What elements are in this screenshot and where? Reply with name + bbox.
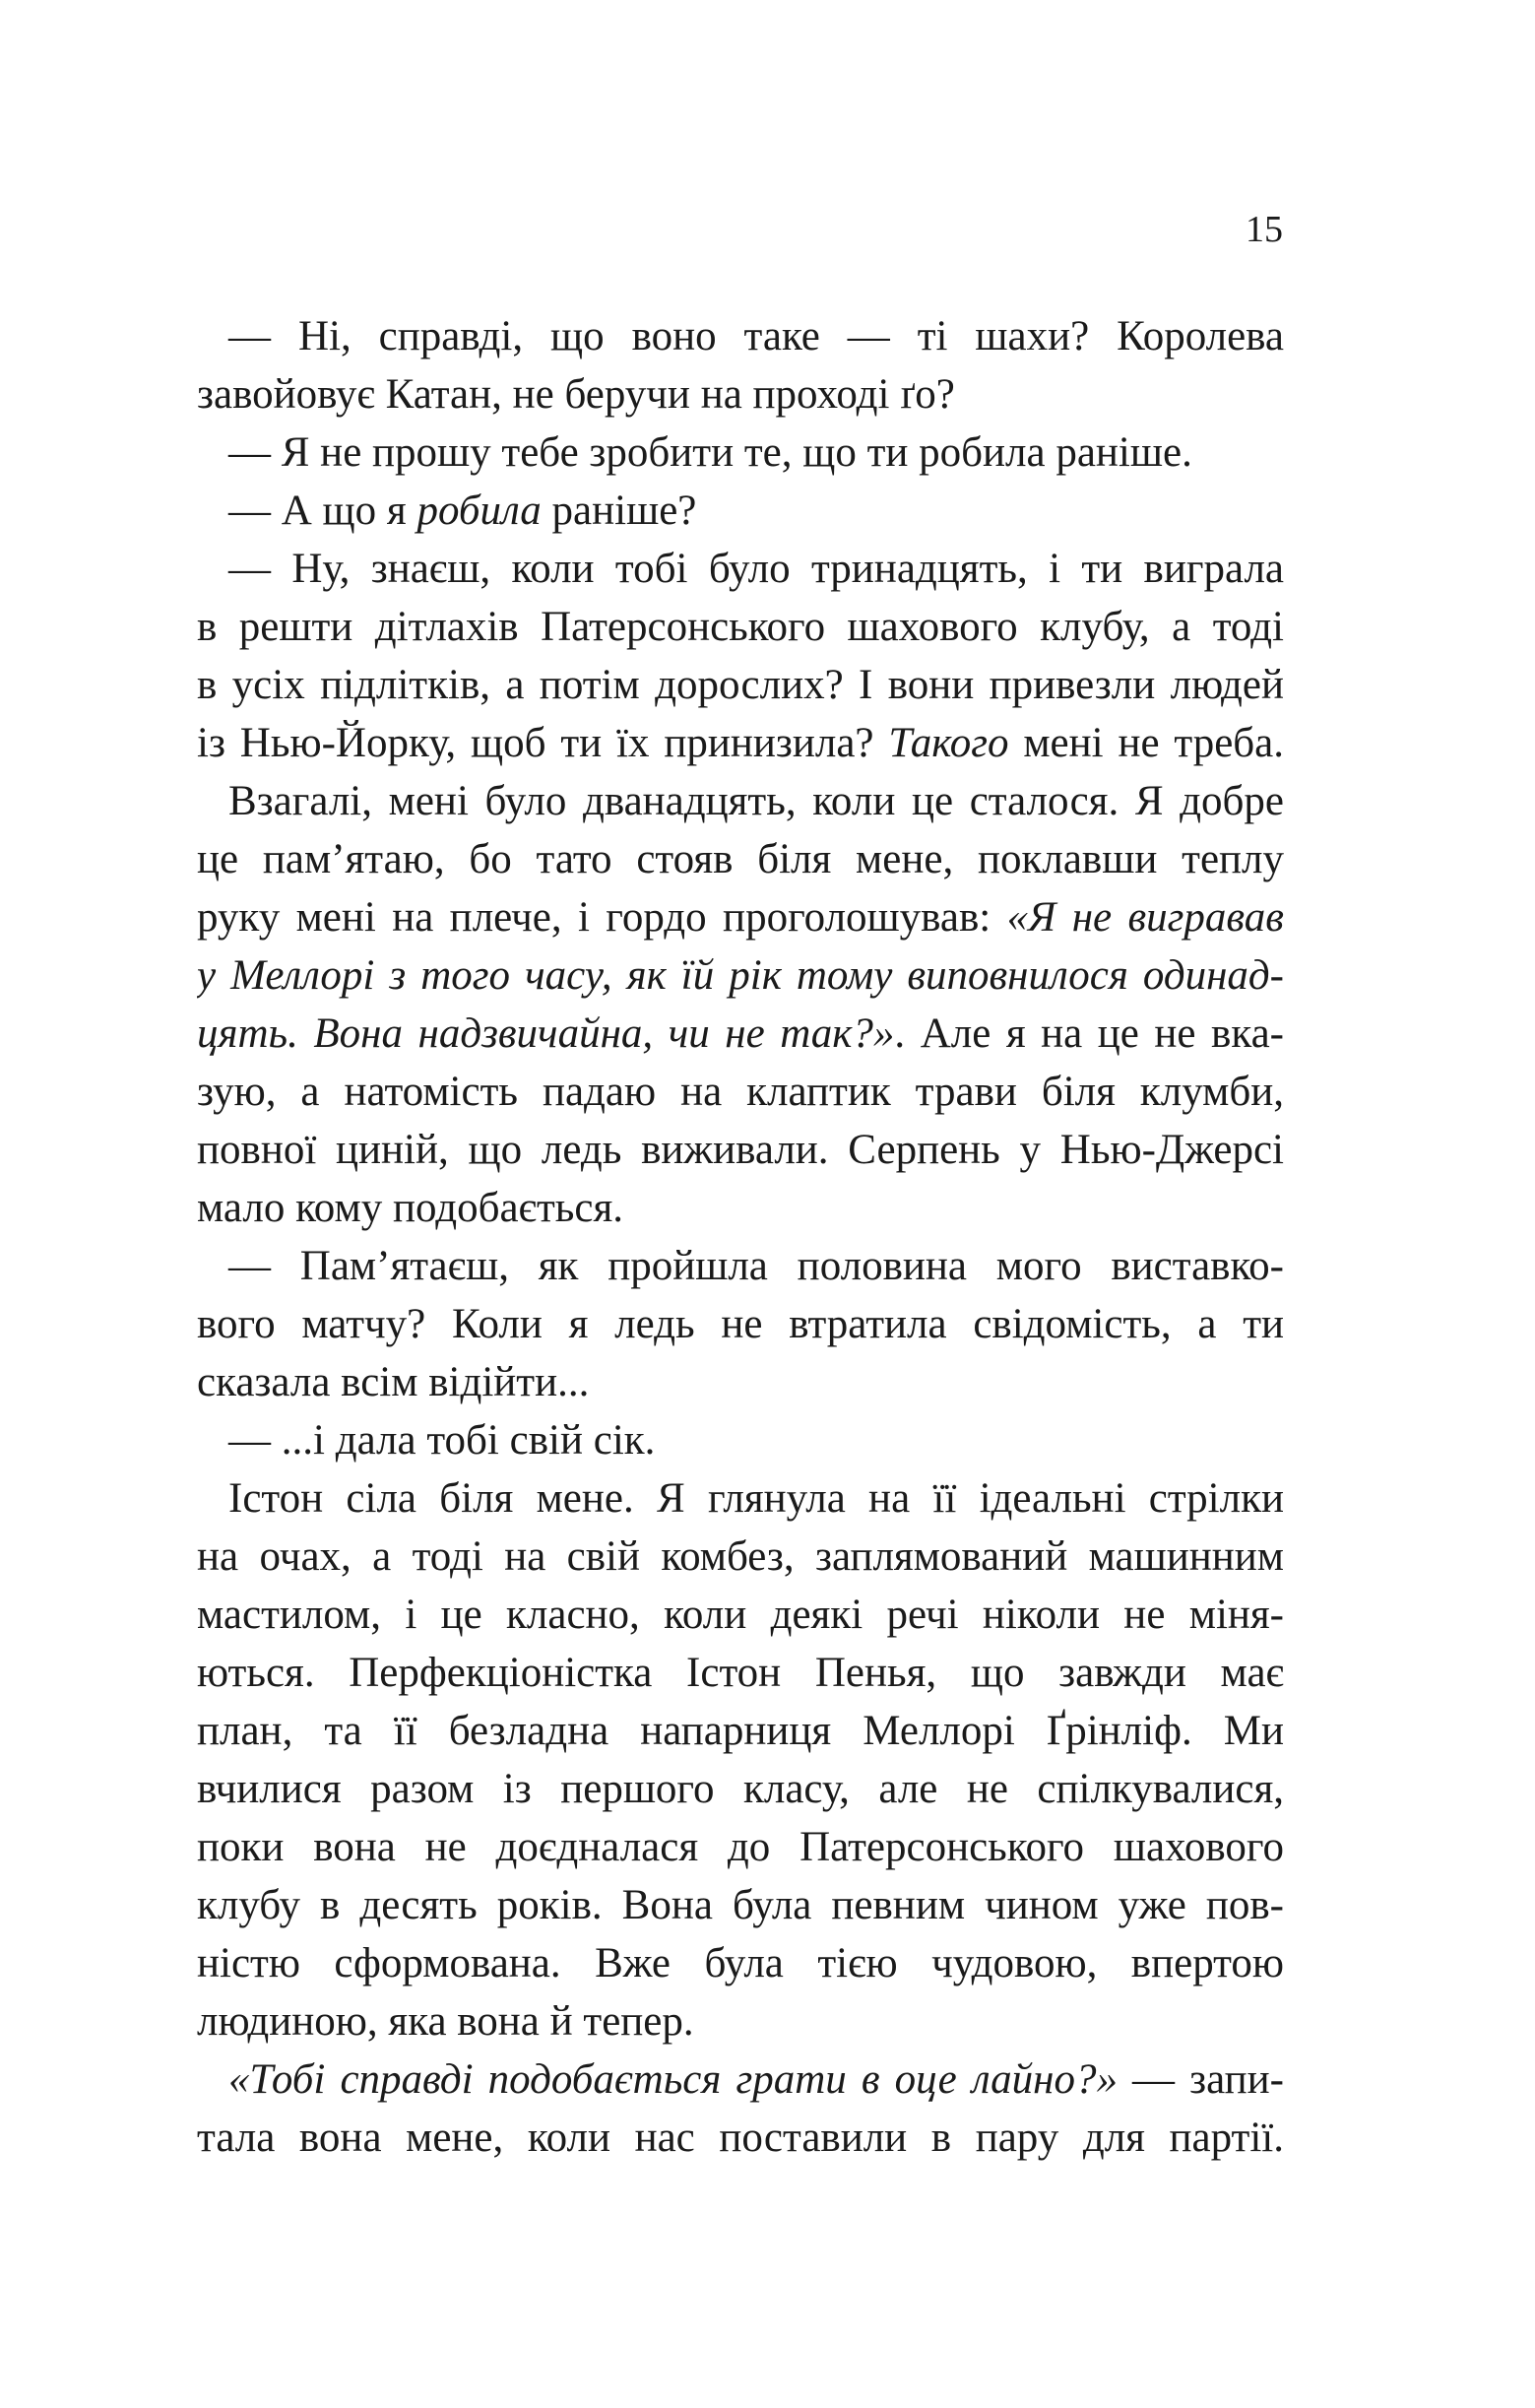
italic-text: у Меллорі з того часу, як їй рік тому виповнилося одинад- xyxy=(197,952,1284,999)
text-segment: повної циній, що ледь виживали. Серпень у Нью-Джерсі xyxy=(197,1127,1284,1173)
text-segment: в решти дітлахів Патерсонського шахового клубу, а тоді xyxy=(197,604,1284,650)
text-segment: . Але я на це не вка- xyxy=(894,1010,1284,1057)
body-text xyxy=(197,307,1284,2167)
text-segment: завойовує Катан, не беручи на проході ґо? xyxy=(197,371,955,418)
text-line xyxy=(197,946,1284,1005)
text-segment: мастилом, і це класно, коли деякі речі ніколи не міня- xyxy=(197,1592,1284,1638)
text-line xyxy=(197,1411,1284,1469)
text-line xyxy=(197,1644,1284,1702)
text-segment: раніше? xyxy=(541,488,697,534)
text-segment: тала вона мене, коли нас поставили в пару для партії. xyxy=(197,2115,1284,2161)
text-segment: із Нью-Йорку, щоб ти їх принизила? xyxy=(197,720,889,766)
text-segment: ються. Перфекціоністка Істон Пенья, що завжди має xyxy=(197,1650,1284,1696)
text-line xyxy=(197,1237,1284,1295)
text-segment: в усіх підлітків, а потім дорослих? І вони привезли людей xyxy=(197,662,1284,708)
text-line xyxy=(197,656,1284,714)
text-segment: людиною, яка вона й тепер. xyxy=(197,1998,694,2045)
text-line xyxy=(197,1063,1284,1121)
text-segment: вчилися разом із першого класу, але не спілкувалися, xyxy=(197,1766,1284,1812)
text-segment: Істон сіла біля мене. Я глянула на її ідеальні стрілки xyxy=(228,1475,1284,1522)
text-line xyxy=(197,1586,1284,1644)
text-segment: Взагалі, мені було дванадцять, коли це сталося. Я добре xyxy=(228,778,1284,824)
text-line xyxy=(197,1876,1284,1934)
text-segment: сказала всім відійти... xyxy=(197,1359,590,1405)
italic-text: цять. Вона надзвичайна, чи не так?» xyxy=(197,1010,895,1057)
italic-text: робила xyxy=(416,488,542,534)
text-line xyxy=(197,1353,1284,1411)
text-line xyxy=(197,2050,1284,2109)
text-line xyxy=(197,1121,1284,1179)
text-line xyxy=(197,714,1284,772)
text-segment: — А що я xyxy=(228,488,417,534)
text-line xyxy=(197,1469,1284,1528)
text-segment: план, та її безладна напарниця Меллорі Ґрінліф. Ми xyxy=(197,1708,1284,1754)
text-line xyxy=(197,2109,1284,2167)
text-line xyxy=(197,1179,1284,1237)
italic-text: «Тобі справді подобається грати в оце лайно?» xyxy=(228,2056,1118,2103)
text-line xyxy=(197,1934,1284,1992)
text-line xyxy=(197,598,1284,656)
text-segment: зую, а натомість падаю на клаптик трави біля клумби, xyxy=(197,1069,1284,1115)
text-line xyxy=(197,423,1284,482)
text-line xyxy=(197,482,1284,540)
text-line xyxy=(197,307,1284,365)
text-segment: — Пам’ятаєш, як пройшла половина мого виставко- xyxy=(228,1243,1284,1289)
text-segment: ністю сформована. Вже була тією чудовою, впертою xyxy=(197,1940,1284,1986)
text-segment: мені не треба. xyxy=(1008,720,1284,766)
text-segment: — Я не прошу тебе зробити те, що ти робила раніше. xyxy=(228,429,1192,476)
text-line xyxy=(197,1818,1284,1876)
text-segment: це пам’ятаю, бо тато стояв біля мене, поклавши теплу xyxy=(197,836,1284,882)
text-line xyxy=(197,1295,1284,1353)
text-segment: — Ну, знаєш, коли тобі було тринадцять, і ти виграла xyxy=(228,546,1284,592)
text-line xyxy=(197,888,1284,946)
italic-text: «Я не вигравав xyxy=(1006,894,1284,941)
text-line xyxy=(197,1702,1284,1760)
text-segment: — Ні, справді, що воно таке — ті шахи? Королева xyxy=(228,313,1284,359)
text-segment: мало кому подобається. xyxy=(197,1185,624,1231)
text-line xyxy=(197,1005,1284,1063)
page-number: 15 xyxy=(1246,209,1283,250)
text-line xyxy=(197,1760,1284,1818)
text-line xyxy=(197,830,1284,888)
text-segment: клубу в десять років. Вона була певним чином уже пов- xyxy=(197,1882,1284,1928)
text-segment: — ...і дала тобі свій сік. xyxy=(228,1417,656,1464)
text-segment: вого матчу? Коли я ледь не втратила свідомість, а ти xyxy=(197,1301,1284,1347)
text-line xyxy=(197,1528,1284,1586)
text-segment: руку мені на плече, і гордо проголошував: xyxy=(197,894,1007,941)
italic-text: Такого xyxy=(888,720,1009,766)
text-line xyxy=(197,772,1284,830)
text-segment: на очах, а тоді на свій комбез, заплямований машинним xyxy=(197,1533,1284,1580)
text-segment: — запи- xyxy=(1117,2056,1284,2103)
text-segment: поки вона не доєдналася до Патерсонського шахового xyxy=(197,1824,1284,1870)
text-line xyxy=(197,365,1284,423)
text-line xyxy=(197,1992,1284,2050)
text-line xyxy=(197,540,1284,598)
